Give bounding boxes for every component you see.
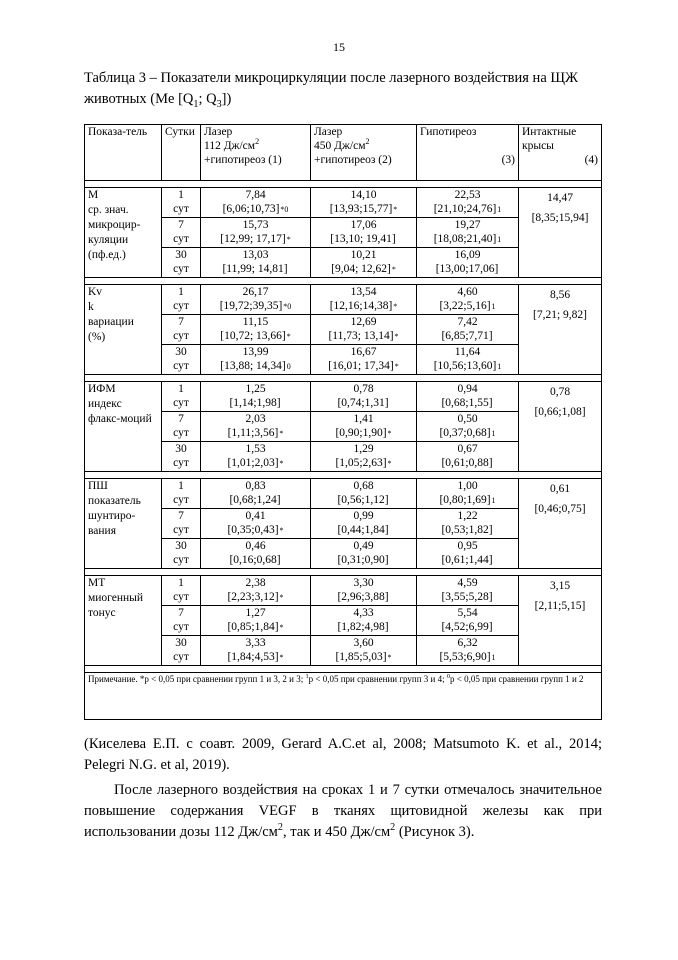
day-unit: сут <box>173 591 189 603</box>
quartile-range: [16,01; 17,34] <box>328 360 394 372</box>
spacer-cell <box>85 569 602 576</box>
median-value: 0,50 <box>457 413 478 425</box>
quartile-range: [0,31;0,90] <box>337 554 389 566</box>
quartile-range: [0,37;0,68] <box>439 427 491 439</box>
median-value: 1,41 <box>353 413 374 425</box>
value-cell-g2 <box>311 509 417 539</box>
value-cell-g2 <box>311 636 417 666</box>
median-value: 13,03 <box>242 249 269 261</box>
value-cell-g3 <box>417 345 519 375</box>
significance-mark: * <box>279 526 284 535</box>
median-value: 3,30 <box>353 577 374 589</box>
day-number: 7 <box>178 316 184 328</box>
quartile-range: [2,96;3,88] <box>337 591 389 603</box>
value-cell-g3 <box>417 248 519 278</box>
intact-cell <box>519 188 602 278</box>
intact-cell <box>519 576 602 666</box>
median-value: 12,69 <box>350 316 377 328</box>
value-cell-g3 <box>417 412 519 442</box>
paragraph-citations: (Киселева Е.П. с соавт. 2009, Gerard A.C.et al, 2008; Matsumoto K. et al., 2014; Pelegri N.G. et al, 2019). <box>84 736 602 773</box>
value-cell-g2 <box>311 285 417 315</box>
median-value: 3,33 <box>245 637 266 649</box>
quartile-range: [0,16;0,68] <box>229 554 281 566</box>
value-cell-g2 <box>311 382 417 412</box>
day-cell <box>162 442 201 472</box>
value-cell-g2 <box>311 606 417 636</box>
group-spacer <box>85 181 602 188</box>
quartile-range: [13,00;17,06] <box>435 263 499 275</box>
value-cell-g1 <box>201 382 311 412</box>
header-days: Сутки <box>162 125 201 181</box>
group-spacer <box>85 375 602 382</box>
quartile-range: [11,73; 13,14] <box>328 330 394 342</box>
median-value: 1,29 <box>353 443 374 455</box>
significance-mark: 1 <box>491 302 496 311</box>
median-value: 6,32 <box>457 637 478 649</box>
day-unit: сут <box>173 330 189 342</box>
significance-mark: * <box>279 653 284 662</box>
value-cell-g1 <box>201 539 311 569</box>
value-cell-g2 <box>311 412 417 442</box>
day-number: 30 <box>175 637 187 649</box>
day-unit: сут <box>173 233 189 245</box>
median-value: 13,99 <box>242 346 269 358</box>
header-parameter: Показа-тель <box>85 125 162 181</box>
value-cell-g2 <box>311 539 417 569</box>
value-cell-g3 <box>417 606 519 636</box>
group-spacer <box>85 278 602 285</box>
day-number: 1 <box>178 577 184 589</box>
median-value: 11,64 <box>454 346 481 358</box>
median-value: 0,83 <box>245 480 266 492</box>
intact-range: [0,66;1,08] <box>534 406 586 418</box>
parameter-cell <box>85 479 162 569</box>
value-cell-g1 <box>201 509 311 539</box>
table-row <box>85 188 602 218</box>
median-value: 0,99 <box>353 510 374 522</box>
header-intact: Интактные крысы (4) <box>519 125 602 181</box>
value-cell-g1 <box>201 218 311 248</box>
median-value: 1,27 <box>245 607 266 619</box>
day-unit: сут <box>173 427 189 439</box>
day-cell <box>162 636 201 666</box>
significance-mark: 1 <box>491 496 496 505</box>
spacer-cell <box>85 278 602 285</box>
quartile-range: [0,74;1,31] <box>337 397 389 409</box>
median-value: 19,27 <box>454 219 481 231</box>
day-number: 1 <box>178 286 184 298</box>
significance-mark: * <box>279 429 284 438</box>
median-value: 7,84 <box>245 189 266 201</box>
parameter-cell <box>85 188 162 278</box>
quartile-range: [1,84;4,53] <box>227 651 279 663</box>
parameter-label: Kv k вариации (%) <box>88 286 134 343</box>
quartile-range: [0,61;0,88] <box>441 457 493 469</box>
value-cell-g3 <box>417 382 519 412</box>
quartile-range: [10,56;13,60] <box>433 360 497 372</box>
quartile-range: [4,52;6,99] <box>441 621 493 633</box>
value-cell-g3 <box>417 442 519 472</box>
day-cell <box>162 539 201 569</box>
quartile-range: [0,44;1,84] <box>337 524 389 536</box>
quartile-range: [12,16;14,38] <box>329 300 393 312</box>
value-cell-g1 <box>201 442 311 472</box>
table-caption: Таблица 3 – Показатели микроциркуляции после лазерного воздействия на ЩЖ животных (Me [$Q_1$; $Q_3$]) <box>84 70 578 110</box>
day-number: 1 <box>178 189 184 201</box>
median-value: 4,33 <box>353 607 374 619</box>
value-cell-g3 <box>417 479 519 509</box>
day-cell <box>162 509 201 539</box>
significance-mark: * <box>286 332 291 341</box>
value-cell-g1 <box>201 285 311 315</box>
day-unit: сут <box>173 203 189 215</box>
median-value: 5,54 <box>457 607 478 619</box>
significance-mark: * <box>387 653 392 662</box>
median-value: 0,68 <box>353 480 374 492</box>
day-unit: сут <box>173 651 189 663</box>
parameter-label: ИФМ индекс флакс-моций <box>88 383 152 425</box>
significance-mark: 1 <box>491 429 496 438</box>
value-cell-g2 <box>311 345 417 375</box>
significance-mark: *0 <box>283 302 292 311</box>
day-unit: сут <box>173 524 189 536</box>
paragraph-vegf: После лазерного воздействия на сроках 1 и 7 сутки отмечалось значительное повышение содержания VEGF в тканях щитовидной железы как при использовании дозы 112 $Дж/см^2$, так и 450 $Дж/см^2$ (Рисунок 3). <box>84 782 602 840</box>
median-value: 17,06 <box>350 219 377 231</box>
value-cell-g2 <box>311 248 417 278</box>
day-unit: сут <box>173 360 189 372</box>
quartile-range: [0,68;1,55] <box>441 397 493 409</box>
value-cell-g1 <box>201 248 311 278</box>
value-cell-g1 <box>201 345 311 375</box>
day-cell <box>162 315 201 345</box>
quartile-range: [9,04; 12,62] <box>331 263 391 275</box>
quartile-range: [1,05;2,63] <box>335 457 387 469</box>
intact-median: 14,47 <box>547 192 573 204</box>
value-cell-g2 <box>311 442 417 472</box>
quartile-range: [6,06;10,73] <box>222 203 280 215</box>
day-number: 7 <box>178 607 184 619</box>
parameter-label: МТ миогенный тонус <box>88 577 144 619</box>
quartile-range: [21,10;24,76] <box>433 203 497 215</box>
median-value: 26,17 <box>242 286 269 298</box>
quartile-range: [6,85;7,71] <box>441 330 493 342</box>
table-row <box>85 382 602 412</box>
spacer-cell <box>85 375 602 382</box>
day-cell <box>162 412 201 442</box>
quartile-range: [1,11;3,56] <box>227 427 279 439</box>
day-cell <box>162 218 201 248</box>
value-cell-g1 <box>201 315 311 345</box>
page-number: 15 <box>333 40 345 54</box>
significance-mark: * <box>286 235 291 244</box>
day-cell <box>162 479 201 509</box>
value-cell-g2 <box>311 218 417 248</box>
day-unit: сут <box>173 457 189 469</box>
quartile-range: [19,72;39,35] <box>219 300 283 312</box>
parameter-cell <box>85 285 162 375</box>
day-cell <box>162 188 201 218</box>
value-cell-g2 <box>311 479 417 509</box>
significance-mark: 1 <box>491 653 496 662</box>
quartile-range: [10,72; 13,66] <box>220 330 286 342</box>
significance-mark: 1 <box>497 235 502 244</box>
header-row <box>85 125 602 181</box>
quartile-range: [1,14;1,98] <box>229 397 281 409</box>
value-cell-g2 <box>311 188 417 218</box>
quartile-range: [0,61;1,44] <box>441 554 493 566</box>
median-value: 13,54 <box>350 286 377 298</box>
value-cell-g1 <box>201 636 311 666</box>
median-value: 1,25 <box>245 383 266 395</box>
intact-median: 0,78 <box>549 386 571 398</box>
value-cell-g3 <box>417 188 519 218</box>
significance-mark: * <box>393 302 398 311</box>
intact-cell <box>519 382 602 472</box>
header-hypothyroid: Гипотиреоз (3) <box>417 125 519 181</box>
quartile-range: [0,56;1,12] <box>337 494 389 506</box>
day-cell <box>162 248 201 278</box>
value-cell-g1 <box>201 606 311 636</box>
median-value: 0,78 <box>353 383 374 395</box>
significance-mark: 0 <box>286 362 291 371</box>
significance-mark: * <box>387 459 392 468</box>
parameter-cell <box>85 576 162 666</box>
significance-mark: * <box>279 593 284 602</box>
median-value: 22,53 <box>454 189 481 201</box>
footnote-row <box>85 673 602 720</box>
quartile-range: [18,08;21,40] <box>433 233 497 245</box>
value-cell-g3 <box>417 285 519 315</box>
day-unit: сут <box>173 397 189 409</box>
significance-mark: 1 <box>497 205 502 214</box>
significance-mark: * <box>279 459 284 468</box>
day-cell <box>162 576 201 606</box>
significance-mark: 1 <box>497 362 502 371</box>
quartile-range: [11,99; 14,81] <box>222 263 288 275</box>
quartile-range: [1,01;2,03] <box>227 457 279 469</box>
quartile-range: [0,68;1,24] <box>229 494 281 506</box>
day-number: 7 <box>178 510 184 522</box>
intact-range: [7,21; 9,82] <box>533 309 587 321</box>
value-cell-g1 <box>201 479 311 509</box>
value-cell-g3 <box>417 539 519 569</box>
median-value: 0,46 <box>245 540 266 552</box>
parameter-cell <box>85 382 162 472</box>
day-number: 30 <box>175 540 187 552</box>
intact-cell <box>519 285 602 375</box>
day-unit: сут <box>173 621 189 633</box>
day-number: 30 <box>175 443 187 455</box>
table-row <box>85 576 602 606</box>
table-row <box>85 285 602 315</box>
median-value: 2,03 <box>245 413 266 425</box>
median-value: 14,10 <box>350 189 377 201</box>
day-unit: сут <box>173 494 189 506</box>
intact-range: [2,11;5,15] <box>534 600 586 612</box>
day-unit: сут <box>173 300 189 312</box>
day-number: 1 <box>178 383 184 395</box>
median-value: 1,53 <box>245 443 266 455</box>
significance-mark: * <box>393 205 398 214</box>
significance-mark: * <box>387 429 392 438</box>
value-cell-g3 <box>417 636 519 666</box>
median-value: 16,67 <box>350 346 377 358</box>
quartile-range: [0,85;1,84] <box>227 621 279 633</box>
value-cell-g1 <box>201 576 311 606</box>
median-value: 1,00 <box>457 480 478 492</box>
quartile-range: [0,35;0,43] <box>227 524 279 536</box>
median-value: 4,59 <box>457 577 478 589</box>
header-laser-450: Лазер 450 $Дж/см^2$ +гипотиреоз (2) <box>311 125 417 181</box>
intact-range: [0,46;0,75] <box>534 503 586 515</box>
median-value: 4,60 <box>457 286 478 298</box>
median-value: 0,95 <box>457 540 478 552</box>
footnote-spacer <box>85 666 602 673</box>
intact-cell <box>519 479 602 569</box>
quartile-range: [13,93;15,77] <box>329 203 393 215</box>
quartile-range: [3,22;5,16] <box>439 300 491 312</box>
day-unit: сут <box>173 554 189 566</box>
quartile-range: [13,10; 19,41] <box>330 233 396 245</box>
median-value: 10,21 <box>350 249 377 261</box>
parameter-label: ПШ показатель шунтиро-вания <box>88 480 141 537</box>
value-cell-g2 <box>311 576 417 606</box>
median-value: 0,49 <box>353 540 374 552</box>
intact-range: [8,35;15,94] <box>531 212 589 224</box>
quartile-range: [12,99; 17,17] <box>220 233 286 245</box>
group-spacer <box>85 569 602 576</box>
median-value: 7,42 <box>457 316 478 328</box>
day-number: 30 <box>175 346 187 358</box>
day-unit: сут <box>173 263 189 275</box>
value-cell-g1 <box>201 412 311 442</box>
day-number: 30 <box>175 249 187 261</box>
intact-median: 0,61 <box>549 483 571 495</box>
parameter-label: М ср. знач. микроцир-куляции (пф.ед.) <box>88 189 141 261</box>
quartile-range: [0,90;1,90] <box>335 427 387 439</box>
median-value: 3,60 <box>353 637 374 649</box>
quartile-range: [1,85;5,03] <box>335 651 387 663</box>
value-cell-g3 <box>417 315 519 345</box>
median-value: 16,09 <box>454 249 481 261</box>
quartile-range: [1,82;4,98] <box>337 621 389 633</box>
spacer-cell <box>85 666 602 673</box>
median-value: 2,38 <box>245 577 266 589</box>
median-value: 1,22 <box>457 510 478 522</box>
significance-mark: * <box>391 265 396 274</box>
value-cell-g3 <box>417 218 519 248</box>
data-table <box>84 124 602 720</box>
median-value: 0,94 <box>457 383 478 395</box>
quartile-range: [3,55;5,28] <box>441 591 493 603</box>
median-value: 15,73 <box>242 219 269 231</box>
significance-mark: * <box>394 332 399 341</box>
quartile-range: [2,23;3,12] <box>227 591 279 603</box>
significance-mark: * <box>394 362 399 371</box>
value-cell-g3 <box>417 576 519 606</box>
day-cell <box>162 285 201 315</box>
quartile-range: [5,53;6,90] <box>439 651 491 663</box>
median-value: 11,15 <box>242 316 269 328</box>
table-footnote: Примечание. *p < 0,05 при сравнении групп 1 и 3, 2 и 3; $^1$p < 0,05 при сравнении групп 3 и 4; $^0$p < 0,05 при сравнении групп 1 и 2 <box>85 673 602 720</box>
intact-median: 3,15 <box>549 580 571 592</box>
median-value: 0,41 <box>245 510 266 522</box>
table-row <box>85 479 602 509</box>
median-value: 0,67 <box>457 443 478 455</box>
spacer-cell <box>85 181 602 188</box>
value-cell-g2 <box>311 315 417 345</box>
header-laser-112: Лазер 112 $Дж/см^2$ +гипотиреоз (1) <box>201 125 311 181</box>
quartile-range: [0,80;1,69] <box>439 494 491 506</box>
group-spacer <box>85 472 602 479</box>
quartile-range: [13,88; 14,34] <box>220 360 286 372</box>
day-number: 7 <box>178 413 184 425</box>
day-cell <box>162 345 201 375</box>
day-number: 1 <box>178 480 184 492</box>
intact-median: 8,56 <box>549 289 571 301</box>
significance-mark: *0 <box>280 205 289 214</box>
quartile-range: [0,53;1,82] <box>441 524 493 536</box>
spacer-cell <box>85 472 602 479</box>
day-number: 7 <box>178 219 184 231</box>
value-cell-g3 <box>417 509 519 539</box>
day-cell <box>162 382 201 412</box>
significance-mark: * <box>279 623 284 632</box>
value-cell-g1 <box>201 188 311 218</box>
day-cell <box>162 606 201 636</box>
